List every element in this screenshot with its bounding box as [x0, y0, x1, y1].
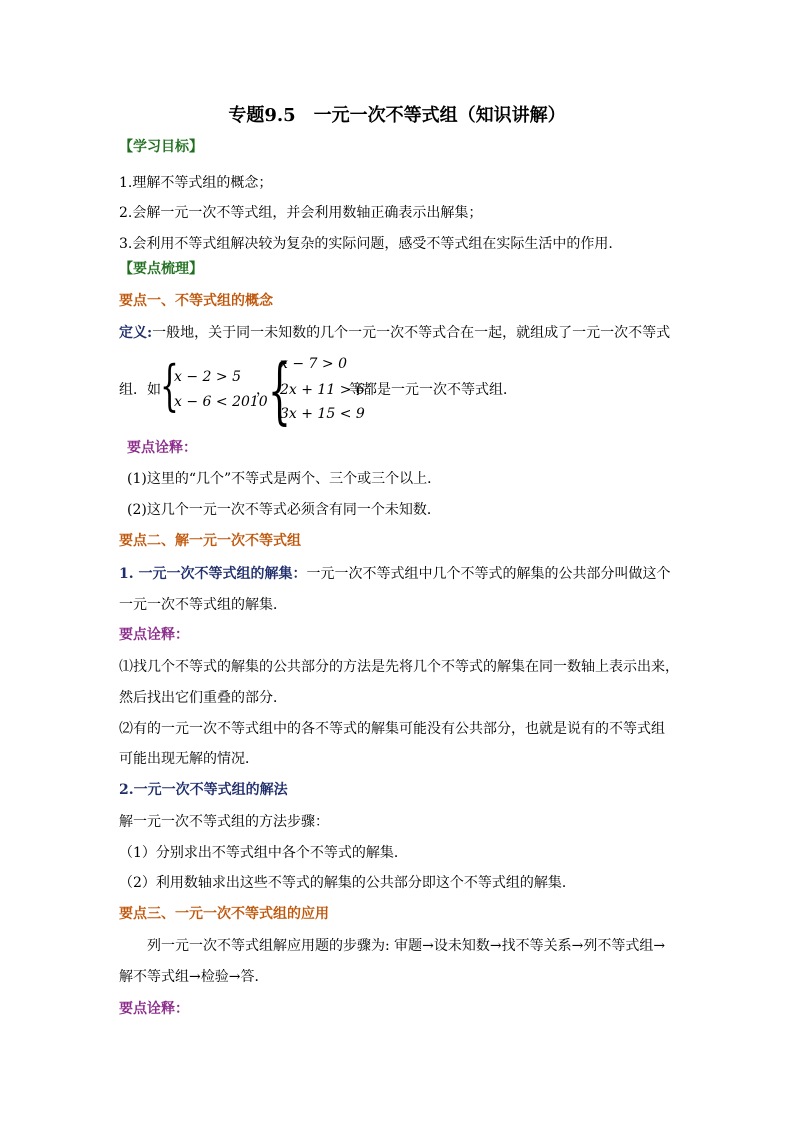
system-1-eq-1: x − 2 > 5 — [174, 369, 241, 385]
solving-step-2: （2）利用数轴求出这些不等式的解集的公共部分即这个不等式组的解集． — [119, 875, 576, 891]
section-1-note-2: (2)这几个一元一次不等式必须含有同一个未知数． — [127, 502, 441, 518]
definition-text-1: 一般地，关于同一未知数的几个一元一次不等式合在一起，就组成了一元一次不等式 — [152, 325, 671, 341]
system-2-eq-1: x − 7 > 0 — [280, 356, 347, 372]
goals-heading: 【学习目标】 — [119, 139, 203, 155]
solution-set-text-1: 一元一次不等式组中几个不等式的解集的公共部分叫做这个 — [306, 566, 671, 582]
section-2-note-3: ⑵有的一元一次不等式组中的各不等式的解集可能没有公共部分，也就是说有的不等式组 — [119, 721, 665, 737]
points-heading: 【要点梳理】 — [119, 261, 203, 277]
goal-item-3: 3.会利用不等式组解决较为复杂的实际问题，感受不等式组在实际生活中的作用. — [119, 236, 613, 252]
section-1-note-heading: 要点诠释： — [127, 440, 197, 456]
section-3-heading: 要点三、一元一次不等式组的应用 — [119, 906, 329, 922]
application-text-1: 列一元一次不等式组解应用题的步骤为: 审题→设未知数→找不等关系→列不等式组→ — [147, 938, 666, 954]
section-1-note-1: (1)这里的“几个”不等式是两个、三个或三个以上． — [127, 471, 442, 487]
section-3-note-heading: 要点诠释： — [119, 1001, 189, 1017]
definition-label: 定义: — [119, 325, 153, 341]
system-1-eq-2: x − 6 < 2010 — [174, 394, 268, 410]
solving-step-1: （1）分别求出不等式组中各个不等式的解集． — [119, 845, 408, 861]
system-2-eq-2: 2x + 11 > 6 — [280, 382, 365, 398]
section-2-note-heading: 要点诠释： — [119, 627, 189, 643]
system-1-brace: { — [160, 354, 179, 417]
definition-line-1 — [119, 323, 670, 343]
section-2-note-4: 可能出现无解的情况． — [119, 751, 259, 767]
section-2-note-1: ⑴找几个不等式的解集的公共部分的方法是先将几个不等式的解集在同一数轴上表示出来， — [119, 659, 679, 675]
goal-item-2: 2.会解一元一次不等式组，并会利用数轴正确表示出解集； — [119, 205, 483, 221]
section-2-note-2: 然后找出它们重叠的部分． — [119, 690, 287, 706]
solution-set-label: 1. 一元一次不等式组的解集： — [119, 566, 307, 582]
solution-set-line-1 — [119, 564, 671, 584]
system-2-brace: { — [268, 348, 291, 432]
solving-method-heading: 2.一元一次不等式组的解法 — [119, 782, 288, 798]
page-title: 专题9.5 一元一次不等式组（知识讲解） — [228, 105, 566, 126]
solution-set-text-2: 一元一次不等式组的解集． — [119, 597, 287, 613]
section-2-heading: 要点二、解一元一次不等式组 — [119, 533, 301, 549]
goal-item-1: 1.理解不等式组的概念； — [119, 175, 273, 191]
system-separator: ， — [256, 382, 270, 398]
definition-text-2b: 等都是一元一次不等式组． — [349, 382, 517, 398]
definition-text-2a: 组．如 — [119, 382, 161, 398]
solving-method-intro: 解一元一次不等式组的方法步骤： — [119, 814, 329, 830]
application-text-2: 解不等式组→检验→答． — [119, 969, 269, 985]
section-1-heading: 要点一、不等式组的概念 — [119, 293, 273, 309]
system-2-eq-3: 3x + 15 < 9 — [280, 406, 365, 422]
